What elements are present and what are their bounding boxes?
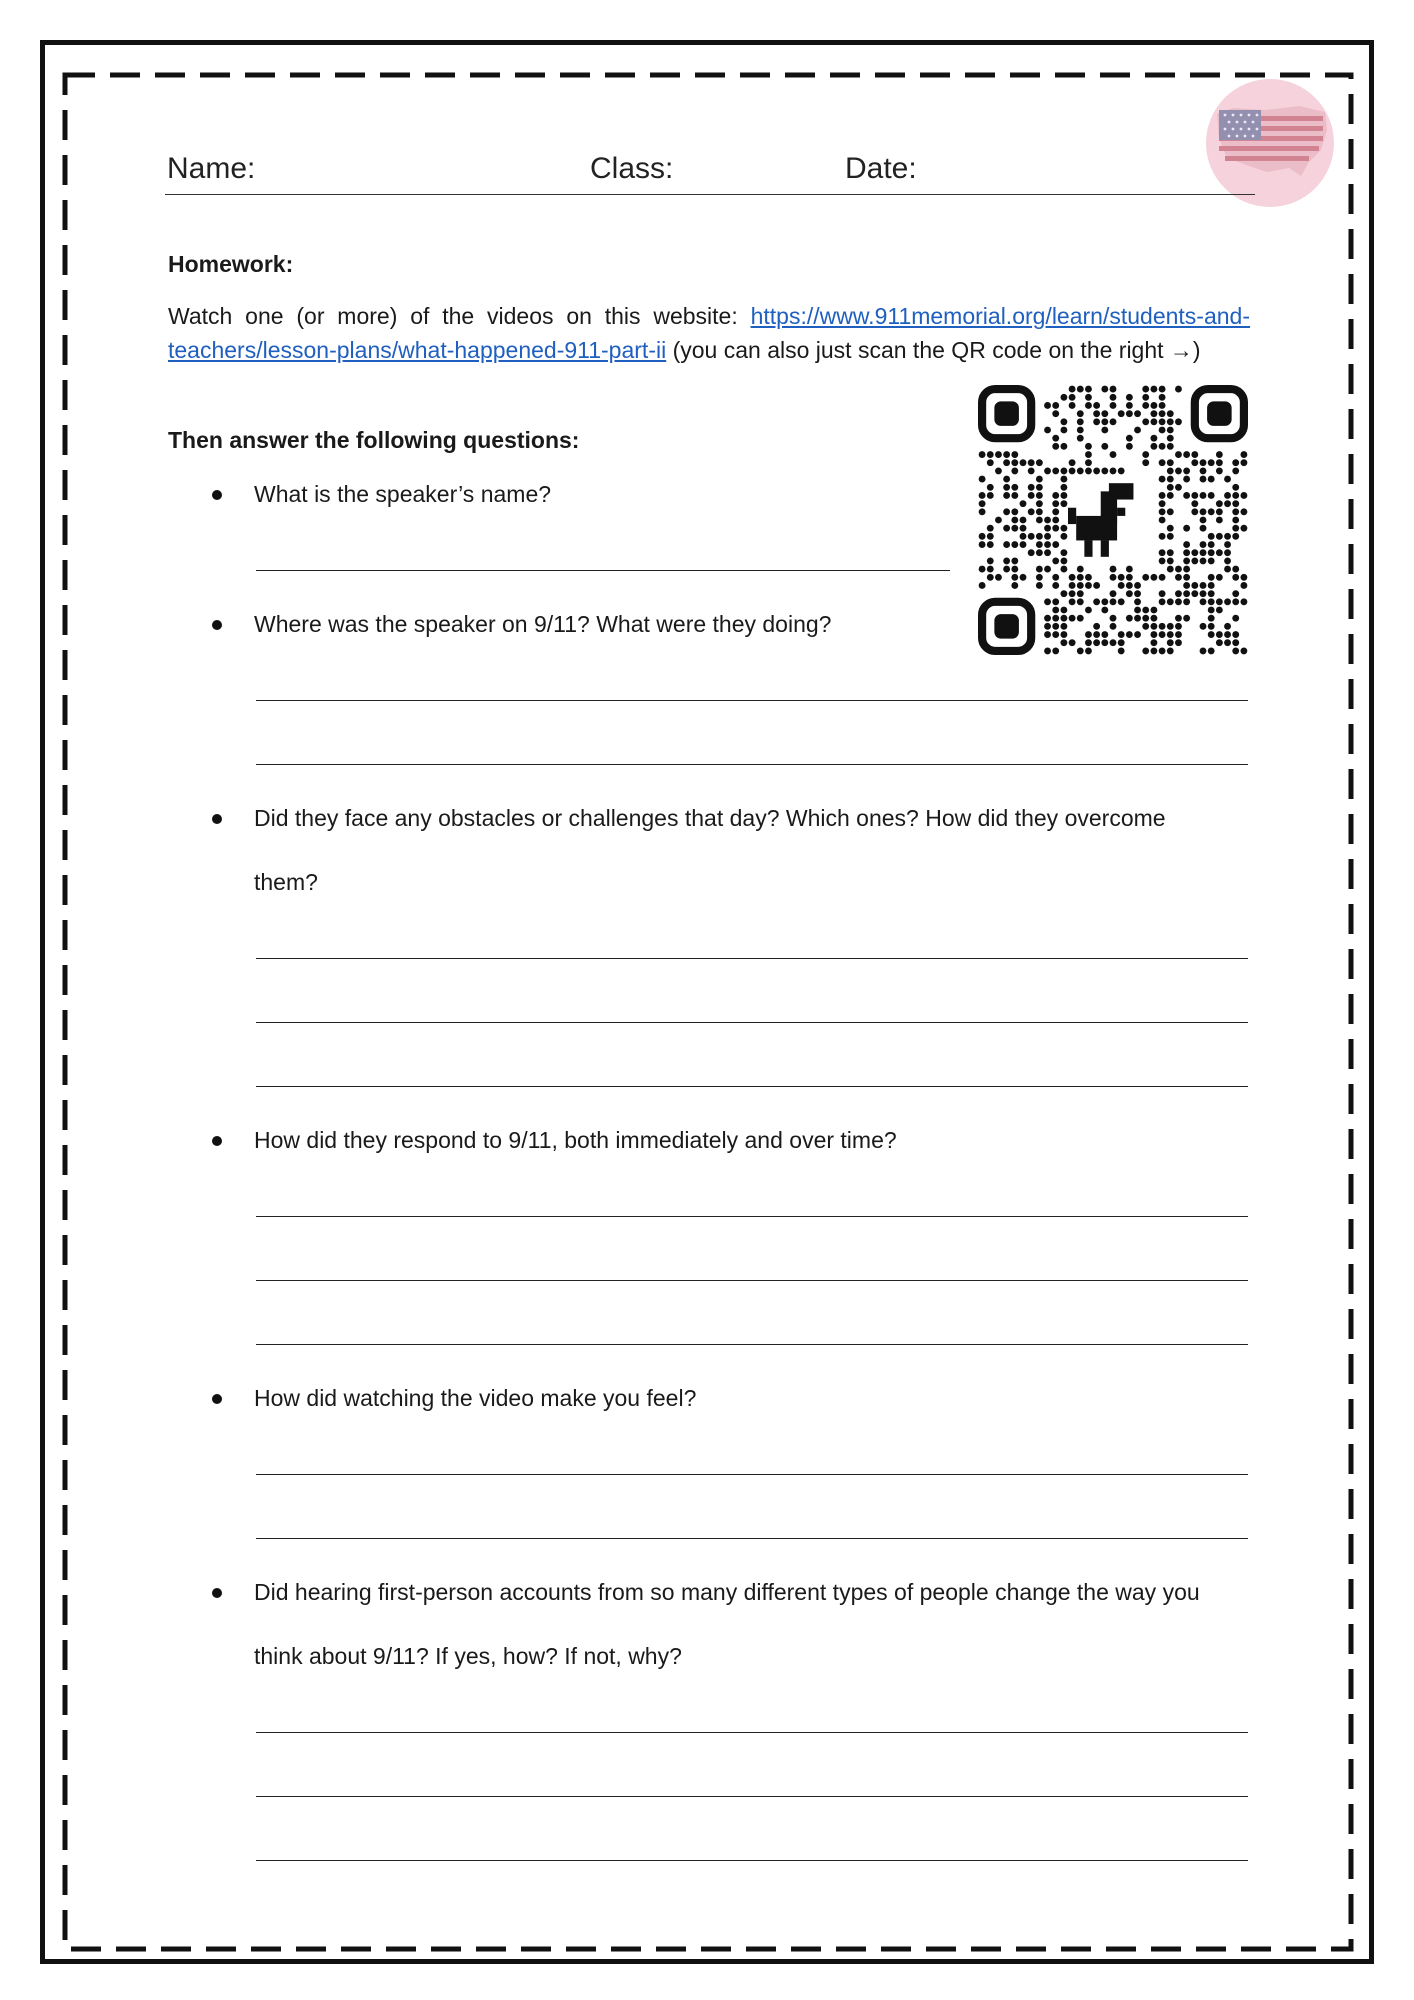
dinosaur-icon	[1068, 483, 1133, 557]
answer-line[interactable]	[256, 1086, 1248, 1087]
answer-line[interactable]	[256, 1474, 1248, 1475]
header-row	[165, 150, 1255, 195]
instruction-prefix: Watch one (or more) of the videos on this website:	[168, 303, 751, 329]
questions-title: Then answer the following questions:	[168, 427, 580, 453]
question-4: How did they respond to 9/11, both immediately and over time?	[254, 1127, 897, 1153]
bullet	[212, 490, 222, 500]
question-6-continued: think about 9/11? If yes, how? If not, why?	[254, 1643, 682, 1669]
question-2: Where was the speaker on 9/11? What were they doing?	[254, 611, 832, 637]
qr-code-icon[interactable]	[978, 385, 1248, 655]
name-label: Name:	[167, 152, 256, 185]
date-label: Date:	[845, 152, 917, 185]
bullet	[212, 814, 222, 824]
instruction-paragraph	[168, 299, 1250, 367]
answer-line[interactable]	[256, 1216, 1248, 1217]
answer-line[interactable]	[256, 1796, 1248, 1797]
class-label: Class:	[590, 152, 674, 185]
question-3: Did they face any obstacles or challenges that day? Which ones? How did they overcome	[254, 805, 1166, 831]
answer-line[interactable]	[256, 1022, 1248, 1023]
website-link[interactable]: https://www.911memorial.org/learn/students-and-teachers/lesson-plans/what-happened-911-part-ii	[168, 303, 1250, 363]
answer-line[interactable]	[256, 570, 950, 571]
question-1: What is the speaker’s name?	[254, 481, 552, 507]
answer-line[interactable]	[256, 958, 1248, 959]
answer-line[interactable]	[256, 1860, 1248, 1861]
answer-line[interactable]	[256, 1344, 1248, 1345]
bullet	[212, 1394, 222, 1404]
answer-line[interactable]	[256, 1280, 1248, 1281]
answer-line[interactable]	[256, 764, 1248, 765]
question-3-continued: them?	[254, 869, 318, 895]
bullet	[212, 620, 222, 630]
bullet	[212, 1588, 222, 1598]
instruction-suffix: (you can also just scan the QR code on the right →)	[666, 337, 1201, 363]
homework-title: Homework:	[168, 251, 294, 277]
answer-line[interactable]	[256, 1732, 1248, 1733]
bullet	[212, 1136, 222, 1146]
question-5: How did watching the video make you feel?	[254, 1385, 697, 1411]
answer-line[interactable]	[256, 700, 1248, 701]
question-6: Did hearing first-person accounts from so many different types of people change the way you	[254, 1579, 1200, 1605]
answer-line[interactable]	[256, 1538, 1248, 1539]
